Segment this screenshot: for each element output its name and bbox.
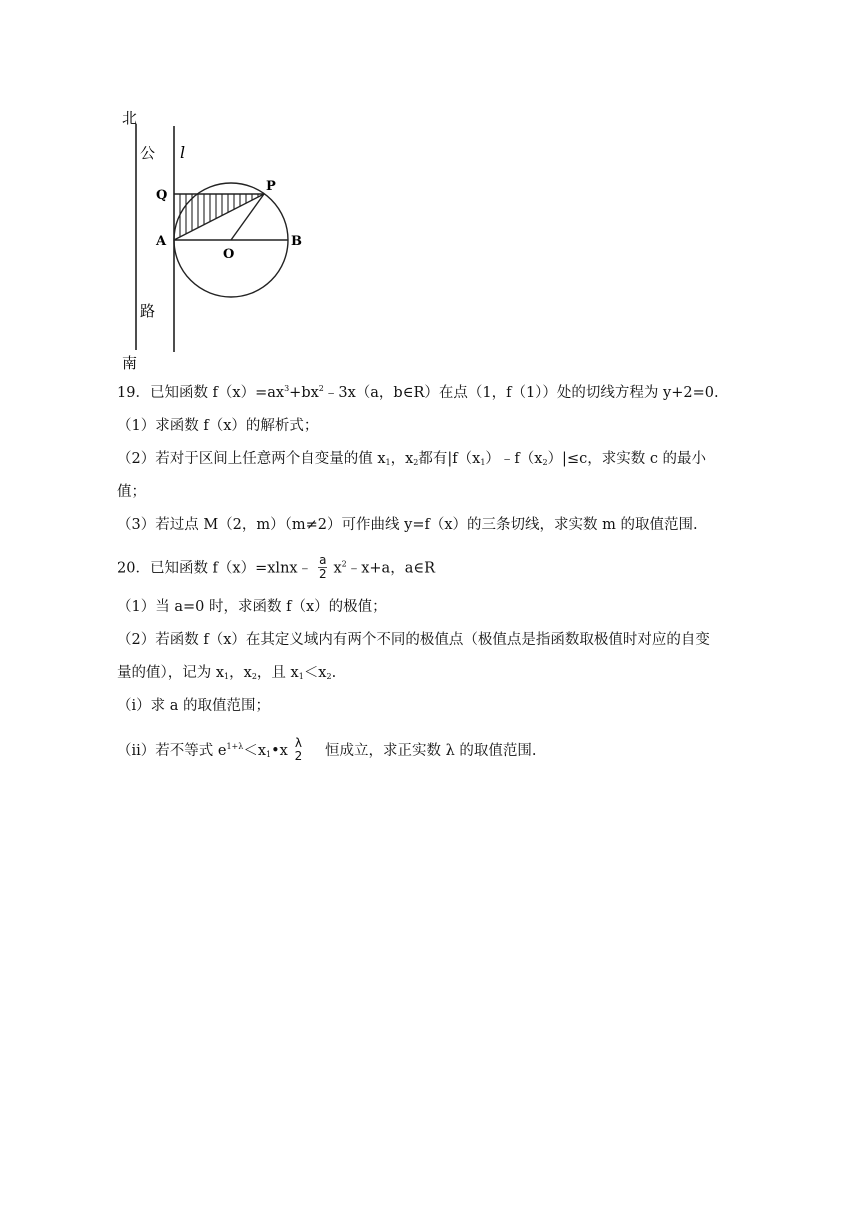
q20-part2-continued: 量的值），记为 $x_1$，$x_2$，且 $x_1<x_2$. — [117, 665, 337, 681]
label-o: O — [223, 247, 235, 262]
q20-part2: （2）若函数 f（x）在其定义域内有两个不同的极值点（极值点是指函数取极值时对应的自变 — [117, 632, 710, 648]
q19-part2: （2）若对于区间上任意两个自变量的值 $x_1$，$x_2$都有$|f(x_1)﹣f(x_2)|\le c$，求实数 c 的最小 — [117, 451, 707, 467]
label-north: 北 — [122, 109, 138, 127]
label-line-l: l — [180, 143, 186, 162]
q19-part1: （1）求函数 f（x）的解析式； — [117, 418, 319, 434]
q19-stem: 19．已知函数 $f(x)=ax^3+bx^2﹣3x(a$，b∈R）在点（1，f（1））处的切线方程为 y+2=0. — [117, 384, 719, 401]
segment-op — [231, 194, 264, 240]
road-circle-diagram — [118, 106, 308, 370]
fraction-lambda-over-2: λ 2 — [294, 736, 303, 763]
q19-part2-continued: 值； — [117, 484, 146, 500]
label-p: P — [266, 179, 276, 194]
label-q: Q — [156, 188, 168, 203]
label-south: 南 — [122, 354, 138, 370]
geometry-figure — [118, 106, 308, 370]
q20-part2-ii: （ⅱ）若不等式 $e^{1+\lambda}<x_1•x$ λ 2 恒成立，求正实数 λ 的取值范围. — [117, 736, 537, 763]
q20-stem: 20．已知函数 f（x）=xlnx﹣ $\frac{a}{2}$ $x^2﹣x+a$，a∈R — [117, 553, 436, 581]
segment-ap — [174, 194, 264, 240]
label-road-bottom: 路 — [140, 302, 156, 320]
q20-part2-i: （ⅰ）求 a 的取值范围； — [117, 698, 270, 714]
label-road-top: 公 — [140, 144, 156, 162]
label-a: A — [156, 234, 167, 249]
q20-part1: （1）当 a=0 时，求函数 f（x）的极值； — [117, 599, 387, 615]
fraction-a-over-2: $\frac{a}{2}$ — [318, 553, 327, 581]
label-b: B — [291, 234, 302, 249]
q19-part3: （3）若过点 M（2，m）（m≠2）可作曲线 y=f（x）的三条切线，求实数 m 的取值范围. — [117, 517, 698, 533]
